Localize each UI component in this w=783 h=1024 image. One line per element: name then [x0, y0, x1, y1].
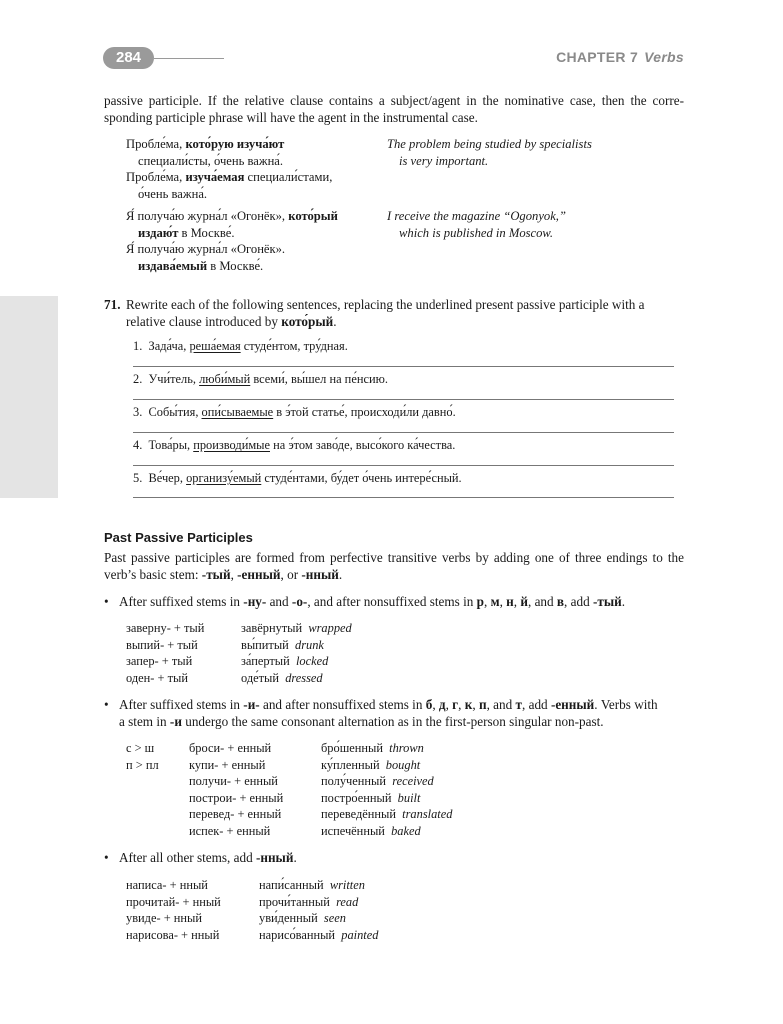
table-row: ку́пленный bought: [321, 757, 421, 772]
example-line: Я́ получа́ю журна́л «Огонёк».: [126, 242, 286, 256]
table-cell: построи- + енный: [189, 790, 284, 805]
table-row: бро́шенный thrown: [321, 741, 424, 755]
bullet-icon: •: [104, 697, 109, 712]
table-cell: увиде- + нный: [126, 911, 203, 925]
chapter-side-tab: [0, 296, 58, 498]
page-number-badge: 284: [103, 47, 154, 69]
table-cell: испек- + енный: [189, 823, 271, 838]
header-rule: [154, 58, 224, 59]
section-intro-line-2: verb’s basic stem: -тый, -енный, or -нный.: [104, 566, 343, 582]
table-3-forms: [259, 877, 378, 943]
section-intro-line-1: Past passive participles are formed from perfective transitive verbs by adding one of three endings to the: [104, 550, 684, 565]
bullet-icon: •: [104, 594, 109, 609]
translation-line: The problem being studied by specialists: [387, 137, 592, 151]
running-head: [556, 49, 684, 65]
section-title: Past Passive Participles: [104, 530, 253, 545]
table-row: оде́тый dressed: [241, 670, 323, 685]
translation-line: I receive the magazine “Ogonyok,”: [387, 209, 566, 223]
table-1-stems: [126, 620, 204, 686]
table-2-alternations: [126, 740, 159, 773]
instruction-line-2: relative clause introduced by кото́рый.: [126, 313, 337, 329]
intro-paragraph: [104, 93, 684, 126]
example-1-english: [387, 136, 677, 169]
table-cell: броси- + енный: [189, 741, 272, 755]
exercise-item-3: 3. Собы́тия, опи́сываемые в э́той статье́, происходи́ли давно́.: [133, 405, 456, 419]
table-row: испечённый baked: [321, 823, 421, 838]
bullet-2-line-1: After suffixed stems in -и- and after nonsuffixed stems in б, д, г, к, п, and т, add -енный. Verbs with: [119, 697, 658, 712]
bullet-icon: •: [104, 850, 109, 865]
answer-line-2[interactable]: [133, 399, 674, 400]
table-row: завёрнутый wrapped: [241, 621, 352, 635]
table-cell: перевед- + енный: [189, 807, 282, 821]
table-cell: оден- + тый: [126, 670, 188, 685]
table-cell: выпий- + тый: [126, 637, 198, 652]
chapter-label: CHAPTER 7: [556, 49, 639, 65]
translation-line: which is published in Moscow.: [399, 225, 554, 240]
table-1-forms: [241, 620, 352, 686]
table-2-forms: [321, 740, 452, 839]
example-2-russian: [126, 208, 386, 274]
table-row: полу́ченный received: [321, 774, 434, 788]
table-cell: нарисова- + нный: [126, 927, 220, 942]
example-1-russian: [126, 136, 386, 202]
answer-line-4[interactable]: [133, 465, 674, 466]
section-intro: [104, 550, 684, 583]
example-line: Пробле́ма, изуча́емая специали́стами,: [126, 170, 333, 184]
table-cell: купи- + енный: [189, 757, 266, 772]
intro-line-2: sponding participle phrase will have the agent in the instrumental case.: [104, 109, 478, 125]
bullet-2-line-2: a stem in -и undergo the same consonant alternation as in the first-person singular non-past.: [119, 713, 604, 729]
table-row: прочи́танный read: [259, 894, 359, 909]
table-cell: прочитай- + нный: [126, 894, 221, 909]
table-row: уви́денный seen: [259, 911, 346, 925]
example-line: Я́ получа́ю журна́л «Огонёк», кото́рый: [126, 209, 338, 223]
translation-line: is very important.: [399, 153, 489, 168]
bullet-1-text: After suffixed stems in -ну- and -о-, and after nonsuffixed stems in р, м, н, й, and в, add -тый.: [119, 594, 626, 609]
example-line: издава́емый в Москве́.: [138, 258, 264, 273]
answer-line-5[interactable]: [133, 497, 674, 498]
example-line: издаю́т в Москве́.: [138, 225, 235, 240]
example-2-english: [387, 208, 677, 241]
table-cell: запер- + тый: [126, 654, 193, 668]
example-line: Пробле́ма, кото́рую изуча́ют: [126, 137, 285, 151]
exercise-item-2: 2. Учи́тель, люби́мый всеми́, вы́шел на пе́нсию.: [133, 372, 388, 386]
table-3-stems: [126, 877, 221, 943]
table-cell: написа- + нный: [126, 878, 208, 892]
exercise-number: 71.: [104, 297, 121, 312]
table-2-stems: [189, 740, 283, 839]
table-row: нарисо́ванный painted: [259, 927, 379, 942]
table-row: напи́санный written: [259, 878, 365, 892]
table-cell: получи- + енный: [189, 774, 278, 788]
instruction-line-1: Rewrite each of the following sentences, replacing the underlined present passive participle with a: [126, 297, 645, 312]
example-line: специали́сты, о́чень важна́.: [138, 153, 284, 168]
exercise-instructions: [126, 297, 684, 330]
answer-line-1[interactable]: [133, 366, 674, 367]
exercise-item-5: 5. Ве́чер, организу́емый студе́нтами, бу́дет о́чень интере́сный.: [133, 471, 462, 485]
table-row: вы́питый drunk: [241, 637, 324, 652]
table-cell: заверну- + тый: [126, 621, 205, 635]
answer-line-3[interactable]: [133, 432, 674, 433]
exercise-item-1: 1. Зада́ча, реша́емая студе́нтом, тру́дная.: [133, 339, 348, 353]
example-line: о́чень важна́.: [138, 186, 208, 201]
table-cell: с > ш: [126, 741, 155, 755]
exercise-item-4: 4. Това́ры, производи́мые на э́том заво́де, высо́кого ка́чества.: [133, 438, 456, 452]
table-cell: п > пл: [126, 757, 159, 772]
table-row: за́пертый locked: [241, 654, 329, 668]
chapter-title: Verbs: [644, 49, 684, 65]
table-row: постро́енный built: [321, 790, 421, 805]
bullet-3-text: After all other stems, add -нный.: [119, 850, 297, 865]
bullet-2-text: [119, 697, 684, 730]
table-row: переведённый translated: [321, 807, 453, 821]
intro-line-1: passive participle. If the relative clause contains a subject/agent in the nominative case, then the corre-: [104, 93, 684, 108]
